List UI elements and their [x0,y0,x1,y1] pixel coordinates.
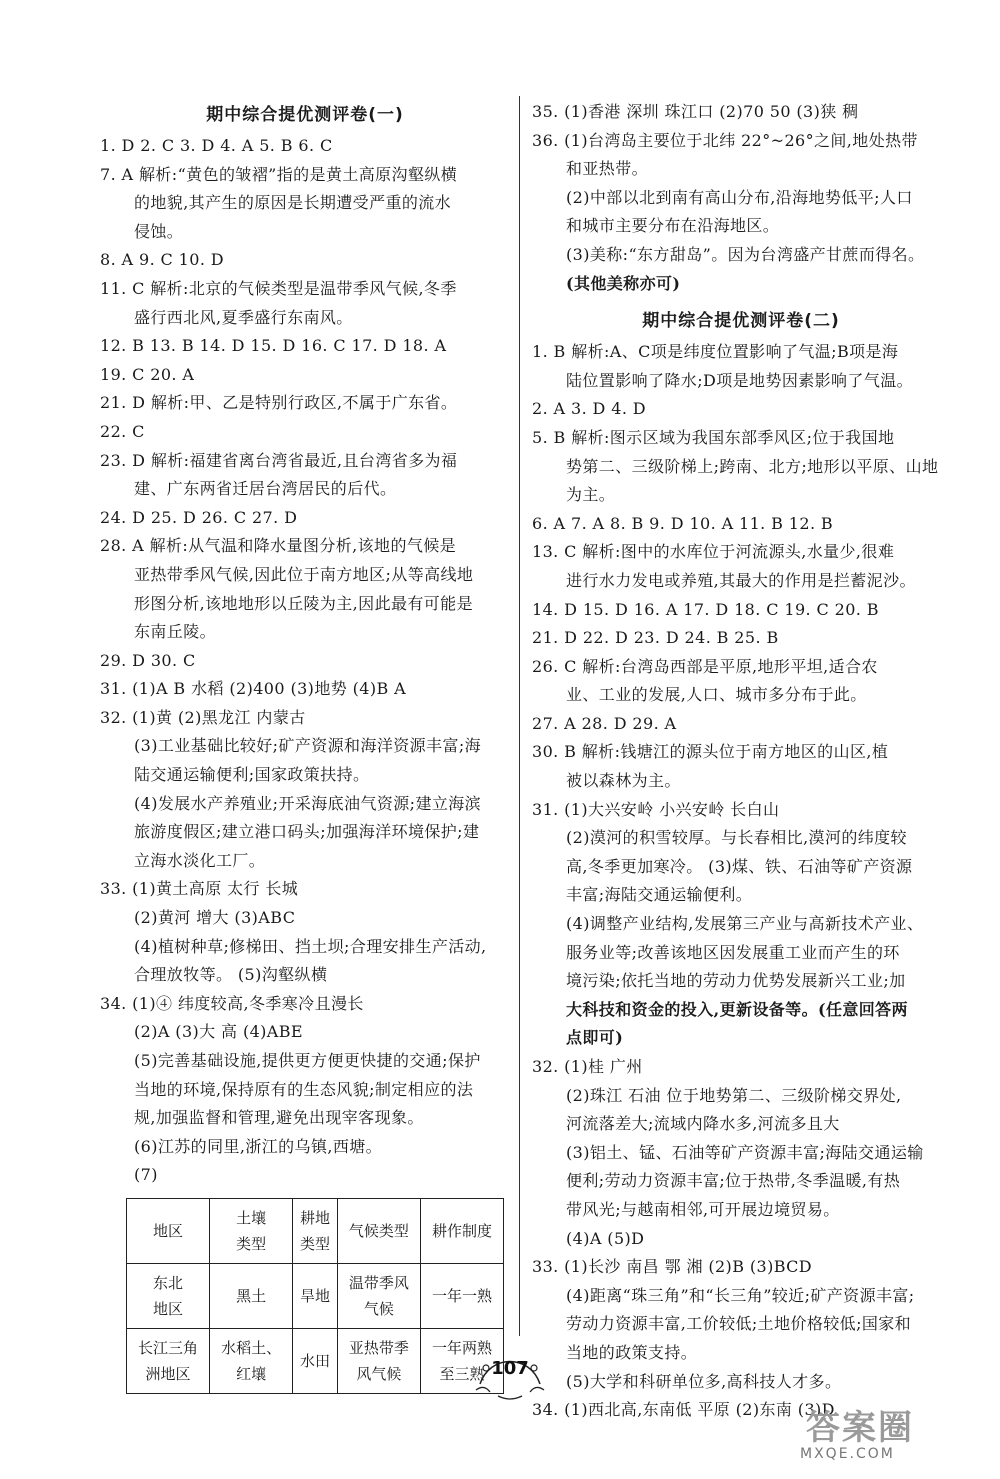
answer-line: 8. A 9. C 10. D [100,250,225,270]
answer-line: 为主。 [566,485,616,505]
answer-line: 势第二、三级阶梯上;跨南、北方;地形以平原、山地 [566,456,939,476]
answer-line: 14. D 15. D 16. A 17. D 18. C 19. C 20. B [532,599,879,619]
answer-line: 1. B 解析:A、C项是纬度位置影响了气温;B项是海 [532,342,899,362]
answer-line: 19. C 20. A [100,364,195,384]
answer-line: (4)距离“珠三角”和“长三角”较近;矿产资源丰富; [566,1285,915,1305]
answer-line: 建、广东两省迁居台湾居民的后代。 [134,479,397,499]
answer-line: 22. C [100,421,145,441]
answer-line: 丰富;海陆交通运输便利。 [566,885,753,905]
answer-line: 24. D 25. D 26. C 27. D [100,507,298,527]
farming-comparison-table [126,1198,504,1394]
section-heading-midterm-2: 期中综合提优测评卷(二) [642,311,840,332]
answer-line: 业、工业的发展,人口、城市多分布于此。 [566,685,867,705]
answer-line: 5. B 解析:图示区域为我国东部季风区;位于我国地 [532,427,895,447]
answer-line: 侵蚀。 [134,221,184,241]
answer-line: 29. D 30. C [100,650,196,670]
answer-line: 劳动力资源丰富,工价较低;土地价格较低;国家和 [566,1314,912,1334]
answer-line: 30. B 解析:钱塘江的源头位于南方地区的山区,植 [532,742,889,762]
answer-line: 立海水淡化工厂。 [134,850,266,870]
answer-line: (2)珠江 石油 位于地势第二、三级阶梯交界处, [566,1085,902,1105]
table-header-row [127,1198,504,1263]
answer-line: (2)黄河 增大 (3)ABC [134,908,296,928]
answer-line: 6. A 7. A 8. B 9. D 10. A 11. B 12. B [532,513,834,533]
table-header-cell: 耕地 类型 [293,1198,338,1263]
answer-line: 36. (1)台湾岛主要位于北纬 22°~26°之间,地处热带 [532,130,918,150]
answer-line: (5)大学和科研单位多,高科技人才多。 [566,1371,842,1391]
answer-line: 盛行西北风,夏季盛行东南风。 [134,307,353,327]
answer-line: (2)漠河的积雪较厚。与长春相比,漠河的纬度较 [566,828,907,848]
answer-line: (5)完善基础设施,提供更方便更快捷的交通;保护 [134,1051,481,1070]
column-divider [519,96,520,1336]
answer-line: (3)铝土、锰、石油等矿产资源丰富;海陆交通运输 [566,1142,924,1162]
answer-line: 带风光;与越南相邻,可开展边境贸易。 [566,1199,840,1219]
answer-line: 亚热带季风气候,因此位于南方地区;从等高线地 [134,564,474,584]
answer-line: 12. B 13. B 14. D 15. D 16. C 17. D 18. A [100,336,447,356]
answer-line: (6)江苏的同里,浙江的乌镇,西塘。 [134,1136,383,1156]
answer-line: 27. A 28. D 29. A [532,713,677,733]
watermark-logo: 答案圈 [806,1408,914,1448]
table-row [127,1263,504,1328]
answer-line: (4)植树种草;修梯田、挡土坝;合理安排生产活动, [134,936,487,956]
answer-line: 大科技和资金的投入,更新设备等。(任意回答两 [566,999,908,1019]
answer-line: 服务业等;改善该地区因发展重工业而产生的环 [566,942,900,962]
answer-line: 35. (1)香港 深圳 珠江口 (2)70 50 (3)狭 稠 [532,102,859,121]
answer-line: 34. (1)西北高,东南低 平原 (2)东南 (3)D [532,1400,835,1420]
answer-line: 进行水力发电或养殖,其最大的作用是拦蓄泥沙。 [566,570,916,590]
answer-line: (7) [134,1165,158,1185]
answer-line: (4)调整产业结构,发展第三产业与高新技术产业、 [566,914,924,934]
right-answer-lines [532,338,950,1425]
answer-line: 26. C 解析:台湾岛西部是平原,地形平坦,适合农 [532,656,878,676]
table-row [127,1328,504,1393]
table-cell: 亚热带季 风气候 [337,1328,420,1393]
answer-line: 合理放牧等。 (5)沟壑纵横 [134,965,328,985]
answer-line: 33. (1)长沙 南昌 鄂 湘 (2)B (3)BCD [532,1257,813,1277]
answer-line: 31. (1)大兴安岭 小兴安岭 长白山 [532,799,780,819]
answer-line: 的地貌,其产生的原因是长期遭受严重的流水 [134,193,452,213]
answer-line: 陆交通运输便利;国家政策扶持。 [134,765,370,785]
answer-line: 高,冬季更加寒冷。 (3)煤、铁、石油等矿产资源 [566,856,913,876]
right-column [532,98,950,1425]
table-header-cell: 土壤 类型 [210,1198,293,1263]
answer-line: 32. (1)黄 (2)黑龙江 内蒙古 [100,707,306,727]
answer-line: (3)美称:“东方甜岛”。因为台湾盛产甘蔗而得名。 [566,244,925,264]
answer-line: 31. (1)A B 水稻 (2)400 (3)地势 (4)B A [100,679,407,699]
answer-line: 和城市主要分布在沿海地区。 [566,216,780,236]
answer-line: 13. C 解析:图中的水库位于河流源头,水量少,很难 [532,542,895,562]
answer-line: 境污染;依托当地的劳动力优势发展新兴工业;加 [566,971,906,991]
answer-line: (3)工业基础比较好;矿产资源和海洋资源丰富;海 [134,736,482,756]
answer-line: 32. (1)桂 广州 [532,1057,643,1076]
left-answer-lines [100,132,510,1190]
answer-line: 当地的环境,保持原有的生态风貌;制定相应的法 [134,1079,474,1099]
answer-line: 陆位置影响了降水;D项是地势因素影响了气温。 [566,370,914,390]
table-cell: 水稻土、 红壤 [210,1328,293,1393]
answer-line: 1. D 2. C 3. D 4. A 5. B 6. C [100,136,333,155]
answer-line: 规,加强监督和管理,避免出现宰客现象。 [134,1108,424,1128]
answer-line: 被以森林为主。 [566,771,681,791]
table-cell: 长江三角 洲地区 [127,1328,210,1393]
table-header-cell: 地区 [127,1198,210,1263]
left-column [100,98,510,1394]
answer-line: (其他美称亦可) [566,273,681,293]
table-header-cell: 耕作制度 [420,1198,503,1263]
answer-line: 34. (1)④ 纬度较高,冬季寒冷且漫长 [100,993,364,1013]
answer-line: 旅游度假区;建立港口码头;加强海洋环境保护;建 [134,822,480,842]
answer-line: 东南丘陵。 [134,622,217,642]
table-cell: 一年一熟 [420,1263,503,1328]
watermark-site: MXQE.COM [800,1446,895,1462]
answer-line: 形图分析,该地地形以丘陵为主,因此最有可能是 [134,593,473,613]
answer-line: 11. C 解析:北京的气候类型是温带季风气候,冬季 [100,278,457,298]
table-cell: 水田 [293,1328,338,1393]
answer-line: (2)A (3)大 高 (4)ABE [134,1022,303,1042]
answer-line: 河流落差大;流域内降水多,河流多且大 [566,1114,840,1134]
table-header-cell: 气候类型 [337,1198,420,1263]
answer-line: 28. A 解析:从气温和降水量图分析,该地的气候是 [100,536,457,556]
right-top-answer-lines [532,98,950,298]
answer-line: 21. D 解析:甲、乙是特别行政区,不属于广东省。 [100,393,458,413]
table-cell: 黑土 [210,1263,293,1328]
table-cell: 一年两熟 至三熟 [420,1328,503,1393]
table-cell: 东北 地区 [127,1263,210,1328]
section-heading-midterm-1: 期中综合提优测评卷(一) [206,105,404,125]
answer-line: 21. D 22. D 23. D 24. B 25. B [532,628,779,648]
table-cell: 旱地 [293,1263,338,1328]
answer-line: 23. D 解析:福建省离台湾省最近,且台湾省多为福 [100,450,458,470]
answer-line: 当地的政策支持。 [566,1342,698,1362]
answer-line: 2. A 3. D 4. D [532,399,647,419]
answer-line: 便利;劳动力资源丰富;位于热带,冬季温暖,有热 [566,1171,901,1191]
answer-line: 和亚热带。 [566,159,649,179]
answer-line: 7. A 解析:“黄色的皱褶”指的是黄土高原沟壑纵横 [100,164,458,184]
answer-line: 点即可) [566,1028,624,1048]
table-cell: 温带季风 气候 [337,1263,420,1328]
answer-line: (2)中部以北到南有高山分布,沿海地势低平;人口 [566,187,913,207]
answer-line: (4)发展水产养殖业;开采海底油气资源;建立海滨 [134,793,482,813]
answer-line: (4)A (5)D [566,1228,645,1248]
answer-line: 33. (1)黄土高原 太行 长城 [100,879,299,899]
page-number: 107 [491,1358,529,1379]
